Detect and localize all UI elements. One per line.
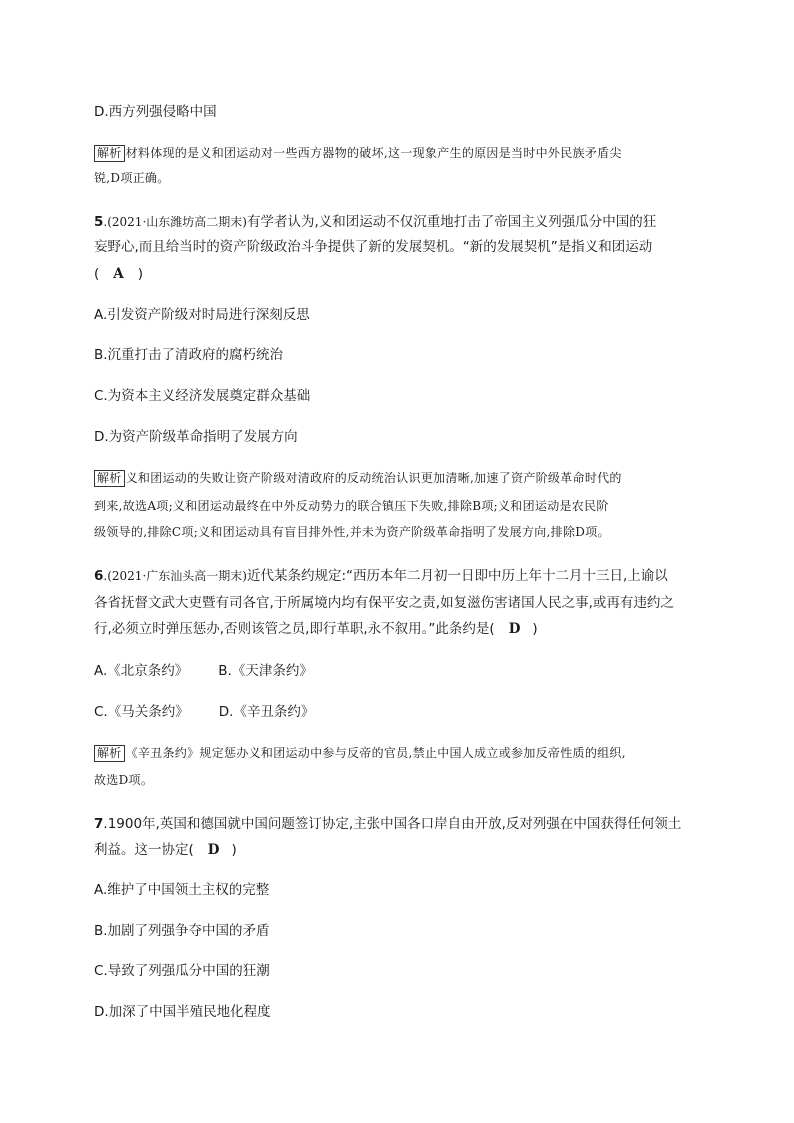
q6-stem-line-3: [94, 619, 538, 639]
q7-option-a: A.维护了中国领土主权的完整: [94, 882, 270, 898]
q7-option-d: D.加深了中国半殖民地化程度: [94, 1004, 271, 1020]
q7-stem-line-1: [94, 814, 681, 834]
q4-option-d: D.西方列强侵略中国: [94, 104, 217, 120]
q6-options-row-2: [94, 702, 314, 722]
q6-stem-text-1: 近代某条约规定:“西历本年二月初一日即中历上年十二月十三日,上谕以: [246, 568, 668, 584]
q5-explanation-text-1: 义和团运动的失败让资产阶级对清政府的反动统治认识更加清晰,加速了资产阶级革命时代的: [125, 471, 622, 485]
q6-option-b: B.《天津条约》: [218, 663, 313, 679]
q5-answer: A: [113, 266, 124, 282]
q4-explanation-line-2: 锐,D项正确。: [94, 171, 170, 185]
q7-stem-line-2: [94, 840, 237, 860]
q4-explanation-line-1: [94, 143, 622, 163]
q5-option-b: B.沉重打击了清政府的腐朽统治: [94, 347, 284, 363]
q5-paren-open: (: [94, 266, 100, 282]
q5-explanation-line-2: 到来,故选A项;义和团运动最终在中外反动势力的联合镇压下失败,排除B项;义和团运动是农民阶: [94, 499, 609, 513]
q6-stem-line-2: 各省抚督文武大吏暨有司各官,于所属境内均有保平安之责,如复滋伤害诸国人民之事,或再有违约之: [94, 595, 674, 611]
q6-explanation-line-2: 故选D项。: [94, 773, 154, 787]
q5-answer-line: [94, 264, 143, 284]
q5-paren-close: ): [137, 266, 144, 282]
q5-explanation-line-3: 级领导的,排除C项;义和团运动具有盲目排外性,并未为资产阶级革命指明了发展方向,排除D项。: [94, 525, 610, 539]
q5-stem-line-1: [94, 212, 656, 232]
q7-paren-close: ): [231, 842, 237, 858]
q5-stem-line-2: 妄野心,而且给当时的资产阶级政治斗争提供了新的发展契机。“新的发展契机”是指义和团运动: [94, 239, 653, 255]
q4-explanation-text-1: 材料体现的是义和团运动对一些西方器物的破坏,这一现象产生的原因是当时中外民族矛盾尖: [125, 146, 622, 160]
q7-stem-text-1: .1900年,英国和德国就中国问题签订协定,主张中国各口岸自由开放,反对列强在中国获得任何领土: [103, 816, 682, 832]
explanation-tag: 解析: [94, 145, 125, 162]
q7-option-c: C.导致了列强瓜分中国的狂潮: [94, 963, 270, 979]
q6-answer: D: [508, 621, 521, 637]
q6-option-a: A.《北京条约》: [94, 663, 189, 679]
q7-stem-text-2: 利益。这一协定(: [94, 842, 194, 858]
q5-stem-text-1: 有学者认为,义和团运动不仅沉重地打击了帝国主义列强瓜分中国的狂: [246, 214, 657, 230]
explanation-tag: 解析: [94, 470, 125, 487]
q6-paren-close: ): [532, 621, 538, 637]
q6-number: 6: [94, 568, 104, 584]
explanation-tag: 解析: [94, 745, 125, 762]
q5-source: .(2021·山东潍坊高二期末): [103, 215, 247, 229]
q6-source: .(2021·广东汕头高一期末): [103, 569, 247, 583]
q6-explanation-line-1: [94, 743, 626, 763]
q6-stem-text-3: 行,必须立时弹压惩办,否则该管之员,即行革职,永不叙用。”此条约是(: [94, 621, 495, 637]
q6-stem-line-1: [94, 566, 668, 586]
q6-option-d: D.《辛丑条约》: [218, 704, 315, 720]
q7-number: 7: [94, 816, 104, 832]
q7-answer: D: [207, 842, 220, 858]
q6-explanation-text-1: 《辛丑条约》规定惩办义和团运动中参与反帝的官员,禁止中国人成立或参加反帝性质的组织,: [125, 746, 626, 760]
q5-option-a: A.引发资产阶级对时局进行深刻反思: [94, 307, 310, 323]
q5-explanation-line-1: [94, 468, 622, 488]
q6-option-c: C.《马关条约》: [94, 704, 189, 720]
q7-option-b: B.加剧了列强争夺中国的矛盾: [94, 923, 270, 939]
q5-number: 5: [94, 214, 104, 230]
q5-option-c: C.为资本主义经济发展奠定群众基础: [94, 388, 311, 404]
q6-options-row-1: [94, 661, 313, 681]
q5-option-d: D.为资产阶级革命指明了发展方向: [94, 429, 298, 445]
